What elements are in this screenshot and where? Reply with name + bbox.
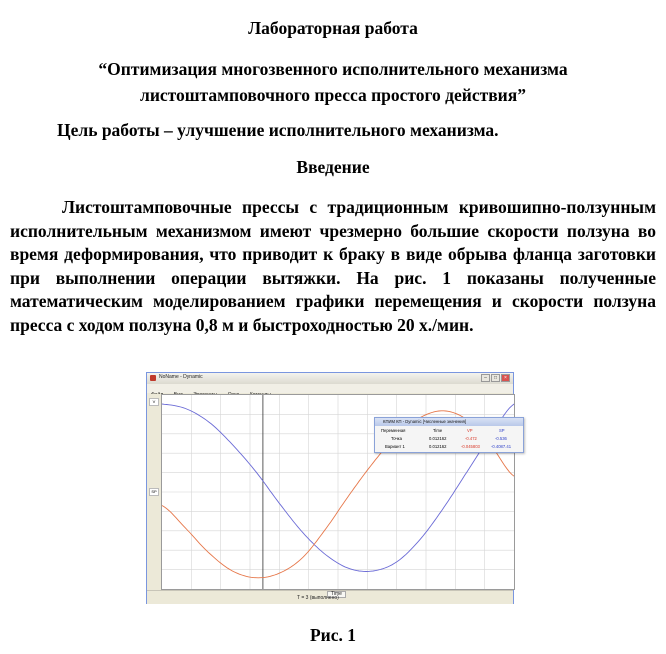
popup-row2-name: Вариант 1	[385, 444, 405, 449]
lab-title: Лабораторная работа	[248, 18, 418, 38]
popup-header-sp: SP	[499, 428, 505, 433]
app-icon	[150, 375, 156, 381]
dynamic-app-screenshot	[146, 372, 514, 604]
popup-header-time: Time	[433, 428, 443, 433]
work-title-line-1: “Оптимизация многозвенного исполнительного механизма	[98, 59, 568, 79]
popup-header-variable: Переменная	[381, 428, 406, 433]
status-bar	[147, 590, 513, 604]
close-icon[interactable]: ×	[501, 374, 510, 382]
values-popup	[374, 417, 524, 453]
side-label-v[interactable]: V	[149, 398, 159, 406]
popup-row1-time: 0.012162	[429, 436, 447, 441]
popup-row1-vp: -0.472	[465, 436, 477, 441]
popup-header-vp: VP	[467, 428, 473, 433]
intro-heading: Введение	[296, 157, 370, 177]
intro-paragraph: Листоштамповочные прессы с традиционным кривошипно-ползунным исполнительным механизмом имеют чрезмерно большие скорости ползуна во время деформирования, что приводит к браку в виде обрыва фланца заготовки при выполнении операции вытяжки. На рис. 1 показаны полученные математическим моделированием графики перемещения и скорости ползуна пресса с ходом ползуна 0,8 м и быстроходностью 20 х./мин.	[10, 197, 656, 335]
popup-row2-time: 0.012162	[429, 444, 447, 449]
side-label-sp[interactable]: SP	[149, 488, 159, 496]
figure-caption: Рис. 1	[309, 625, 357, 645]
popup-row1-sp: -0.536	[495, 436, 507, 441]
popup-row2-sp: -0.4087.41	[491, 444, 512, 449]
menu-bar	[147, 384, 513, 393]
goal-statement: Цель работы – улучшение исполнительного механизма.	[57, 120, 499, 140]
popup-title: КПИМ КП - Dynamic [Численные значения]	[375, 418, 523, 426]
status-text: T = 3 (выполнено)	[297, 595, 339, 601]
popup-row2-vp: -0.045803	[461, 444, 480, 449]
popup-row1-name: Точка	[391, 436, 402, 441]
x-axis-name[interactable]: Time	[327, 591, 346, 598]
window-title: NoName - Dynamic	[159, 374, 203, 380]
work-title	[0, 56, 666, 108]
maximize-icon[interactable]: □	[491, 374, 500, 382]
plot-area	[161, 394, 515, 590]
minimize-icon[interactable]: –	[481, 374, 490, 382]
left-axis-panel	[147, 394, 161, 590]
work-title-line-2: листоштамповочного пресса простого действия”	[140, 85, 526, 105]
